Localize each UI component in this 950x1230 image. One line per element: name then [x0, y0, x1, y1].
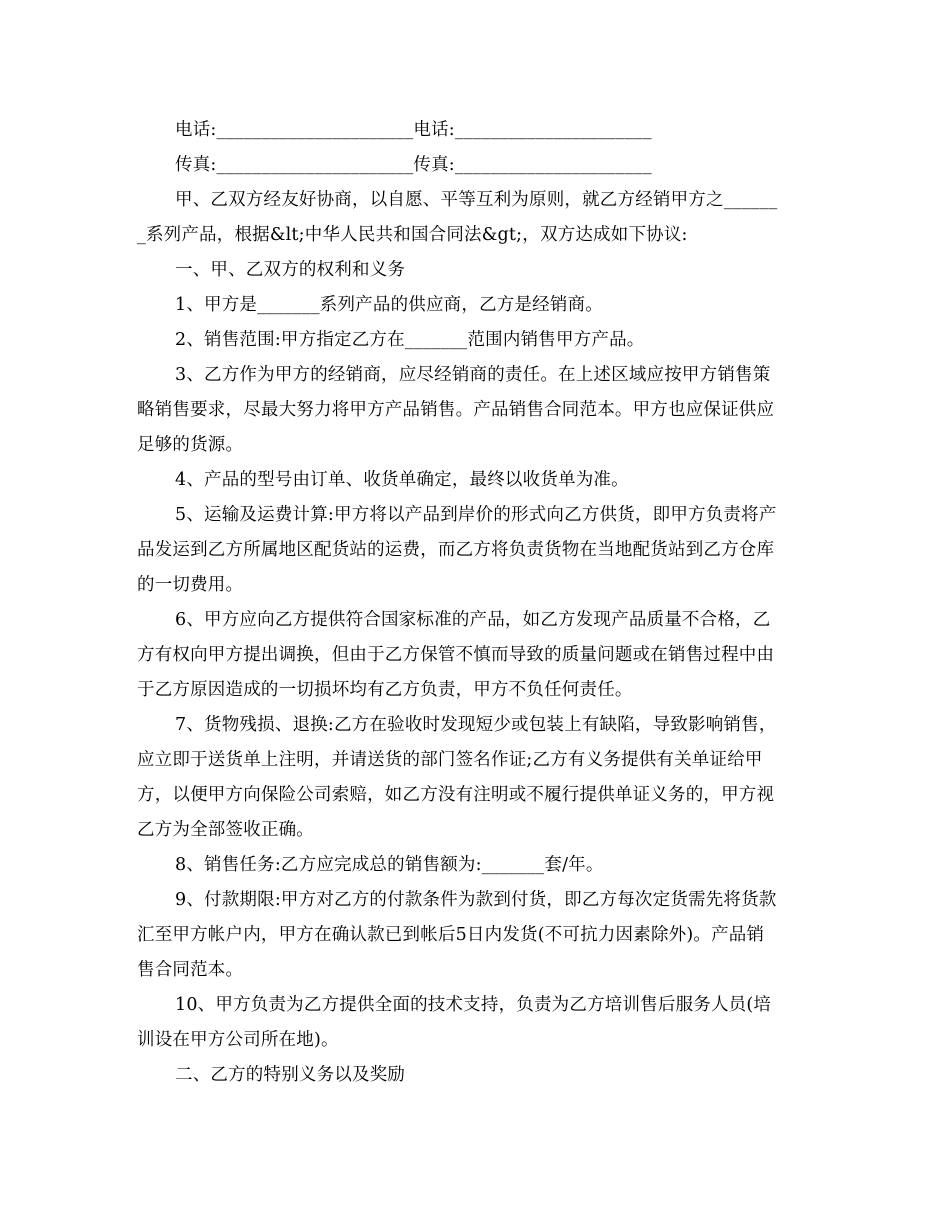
clause-line: 6、甲方应向乙方提供符合国家标准的产品，如乙方发现产品质量不合格，乙 [175, 610, 771, 630]
clause-line: 1、甲方是_______系列产品的供应商，乙方是经销商。 [175, 295, 603, 315]
clause-line: 10、甲方负责为乙方提供全面的技术支持，负责为乙方培训售后服务人员(培 [175, 995, 772, 1015]
clause-line: 的一切费用。 [137, 575, 244, 595]
clause-line: 方，以便甲方向保险公司索赔，如乙方没有注明或不履行提供单证义务的，甲方视 [137, 785, 775, 805]
clause-line: 汇至甲方帐户内，甲方在确认款已到帐后5日内发货(不可抗力因素除外)。产品销 [137, 925, 765, 945]
clause-line: 训设在甲方公司所在地)。 [137, 1030, 339, 1050]
preamble-line: 甲、乙双方经友好协商，以自愿、平等互利为原则，就乙方经销甲方之______ [175, 190, 778, 210]
clause-line: 5、运输及运费计算:甲方将以产品到岸价的形式向乙方供货，即甲方负责将产 [175, 505, 777, 525]
clause-line: 2、销售范围:甲方指定乙方在_______范围内销售甲方产品。 [175, 330, 645, 350]
clause-line: 8、销售任务:乙方应完成总的销售额为:_______套/年。 [175, 855, 604, 875]
clause-line: 足够的货源。 [137, 435, 244, 455]
clause-line: 3、乙方作为甲方的经销商，应尽经销商的责任。在上述区域应按甲方销售策 [175, 365, 771, 385]
clause-line: 售合同范本。 [137, 960, 244, 980]
section-heading: 二、乙方的特别义务以及奖励 [175, 1065, 406, 1085]
clause-line: 品发运到乙方所属地区配货站的运费，而乙方将负责货物在当地配货站到乙方仓库 [137, 540, 775, 560]
clause-line: 4、产品的型号由订单、收货单确定，最终以收货单为准。 [175, 470, 629, 490]
clause-line: 略销售要求，尽最大努力将甲方产品销售。产品销售合同范本。甲方也应保证供应 [137, 400, 775, 420]
preamble-line: _系列产品，根据&lt;中华人民共和国合同法&gt;，双方达成如下协议: [137, 225, 688, 245]
clause-line: 于乙方原因造成的一切损坏均有乙方负责，甲方不负任何责任。 [137, 680, 633, 700]
clause-line: 7、货物残损、退换:乙方在验收时发现短少或包装上有缺陷，导致影响销售， [175, 715, 777, 735]
contact-phone-line: 电话:______________________电话:______________________ [175, 120, 652, 140]
clause-line: 方有权向甲方提出调换，但由于乙方保管不慎而导致的质量问题或在销售过程中由 [137, 645, 775, 665]
clause-line: 9、付款期限:甲方对乙方的付款条件为款到付货，即乙方每次定货需先将货款 [175, 890, 777, 910]
section-heading: 一、甲、乙双方的权利和义务 [175, 260, 406, 280]
clause-line: 乙方为全部签收正确。 [137, 820, 314, 840]
contact-fax-line: 传真:______________________传真:______________________ [175, 155, 652, 175]
clause-line: 应立即于送货单上注明，并请送货的部门签名作证;乙方有义务提供有关单证给甲 [137, 750, 763, 770]
document-body [137, 113, 817, 1093]
